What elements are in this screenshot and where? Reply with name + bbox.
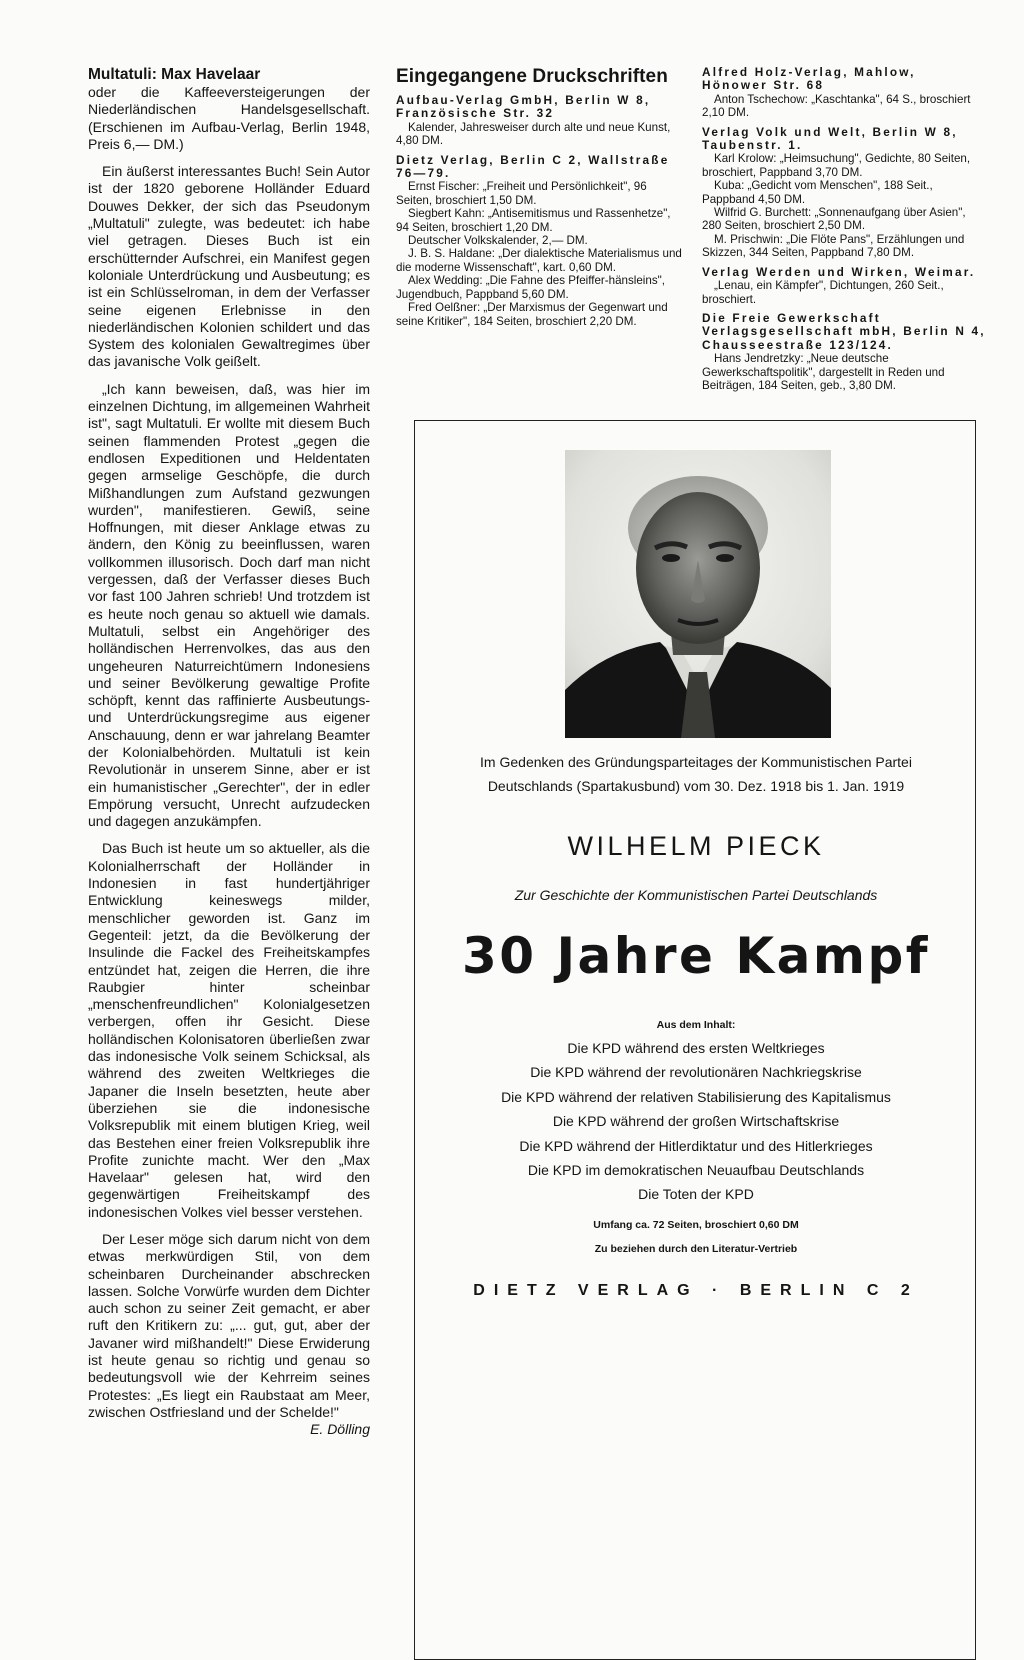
publication-text: Fred Oelßner: „Der Marxismus der Gegenwart und seine Kritiker", 184 Seiten, broschiert 2,20 DM. — [396, 301, 668, 328]
contents-item: Die KPD während der Hitlerdiktatur und des Hitlerkrieges — [519, 1137, 873, 1154]
publisher-name: Dietz Verlag, Berlin C 2, Wallstraße 76—79. — [396, 152, 670, 181]
contents-item: Die Toten der KPD — [638, 1186, 754, 1203]
publication-entry — [396, 180, 684, 207]
dedication-line: Deutschlands (Spartakusbund) vom 30. Dez. 1918 bis 1. Jan. 1919 — [487, 778, 905, 794]
received-publications-column — [396, 66, 684, 328]
publication-entry — [702, 206, 986, 233]
publication-text: Deutscher Volkskalender, 2,— DM. — [408, 234, 588, 248]
contents-item: Die KPD während der großen Wirtschaftskrise — [552, 1113, 840, 1130]
publisher-name: Aufbau-Verlag GmbH, Berlin W 8, Französische Str. 32 — [396, 93, 651, 121]
publication-text: Wilfrid G. Burchett: „Sonnenaufgang über Asien", 280 Seiten, broschiert 2,50 DM. — [702, 206, 966, 233]
portrait-image — [565, 450, 831, 738]
publisher-heading — [396, 94, 684, 121]
publication-entry — [396, 274, 684, 301]
publisher-heading — [702, 266, 986, 279]
book-title: 30 Jahre Kampf — [461, 927, 931, 985]
book-author: WILHELM PIECK — [567, 831, 825, 861]
publication-text: Hans Jendretzky: „Neue deutsche Gewerkschaftspolitik", dargestellt in Reden und Beiträgen, 184 Seiten, geb., 3,80 DM. — [702, 352, 945, 392]
publication-entry — [702, 352, 986, 392]
publication-list — [396, 94, 684, 328]
dedication-line: Im Gedenken des Gründungsparteitages der Kommunistischen Partei — [480, 754, 912, 770]
book-extent-price: Umfang ca. 72 Seiten, broschiert 0,60 DM — [593, 1219, 799, 1231]
publisher-name: Verlag Werden und Wirken, Weimar. — [702, 264, 976, 279]
review-paragraph: Der Leser möge sich darum nicht von dem etwas merkwürdigen Stil, von dem scheinbaren Durcheinander abschrecken lassen. Solche Vorwürfe wurden dem Dichter auch schon zu seiner Zeit gemacht, er aber ruft den Kritikern zu: „... gut, gut, aber der Javaner wird mißhandelt!" Diese Erwiderung ist heute genau so richtig und genau so bedeutungsvoll wie der Kehrreim seines Protestes: „Es liegt ein Raubstaat am Meer, zwischen Ostfriesland und der Schelde!" — [88, 1231, 370, 1420]
review-paragraph: „Ich kann beweisen, daß, was hier im einzelnen Dichtung, im allgemeinen Wahrheit ist", sagt Multatuli. Er wollte mit diesem Buch seinen flammenden Protest „gegen die endlosen Expeditionen und Heldentaten gegen armselige Geschöpfe, die durch Mißhandlungen zum Aufstand gezwungen wurden", manifestieren. Gewiß, seine Hoffnungen, mit dieser Anklage etwas zu ändern, den König zu beeinflussen, waren vollkommen illusorisch. Doch darf man nicht vergessen, daß der Verfasser dieses Buch vor fast 100 Jahren schrieb! Und trotzdem ist es heute noch genau so aktuell wie damals. Multatuli, selbst ein Angehöriger des holländischen Herrenvolkes, das aus den ungeheuren Naturreichtümern Indonesiens und seiner Bevölkerung gewaltige Profite schöpft, kennt das raffinierte Ausbeutungs- und Unterdrückungsregime aus eigener Anschauung, denn er war jahrelang Beamter der Kolonialbehörden. Multatuli ist kein Revolutionär in unserem Sinne, aber er ist ein humanistischer „Gerechter", der in edler Empörung versucht, Unrecht aufzudecken und dagegen anzukämpfen. — [88, 380, 370, 830]
contents-list — [430, 1036, 962, 1207]
publication-text: „Lenau, ein Kämpfer", Dichtungen, 260 Seit., broschiert. — [702, 279, 944, 306]
publication-text: Ernst Fischer: „Freiheit und Persönlichkeit", 96 Seiten, broschiert 1,50 DM. — [396, 180, 647, 207]
publication-entry — [702, 93, 986, 120]
publication-text: Siegbert Kahn: „Antisemitismus und Rassenhetze", 94 Seiten, broschiert 1,20 DM. — [396, 207, 671, 234]
publication-entry — [702, 179, 986, 206]
contents-item: Die KPD während des ersten Weltkrieges — [567, 1040, 825, 1056]
publication-entry — [396, 247, 684, 274]
dedication-text — [430, 750, 962, 798]
publication-list — [702, 66, 986, 392]
contents-item: Die KPD im demokratischen Neuaufbau Deutschlands — [527, 1162, 865, 1179]
publication-text: Kalender, Jahresweiser durch alte und neue Kunst, 4,80 DM. — [396, 120, 671, 148]
publisher-name: Verlag Volk und Welt, Berlin W 8, Taubenstr. 1. — [702, 124, 958, 153]
review-paragraph: Ein äußerst interessantes Buch! Sein Autor ist der 1820 geborene Holländer Eduard Douwes Dekker, der sich das Pseudonym „Multatuli" zulegte, was bedeutet: ich habe viel getragen. Dieses Buch ist ein erschütternder Aufschrei, ein Manifest gegen koloniale Unterdrückung und Ausbeutung; es ist ein Schlüsselroman, in dem der Verfasser seine eigenen Erlebnisse in den niederländischen Kolonien schildert und das System des kolonialen Gewaltregimes über das javanische Volk geißelt. — [88, 163, 370, 370]
contents-label: Aus dem Inhalt: — [656, 1019, 736, 1031]
publication-entry — [702, 152, 986, 179]
publisher-name: Die Freie Gewerkschaft Verlagsgesellschaft mbH, Berlin N 4, Chausseestraße 123/124. — [702, 310, 986, 352]
review-column — [88, 66, 370, 1439]
review-signature: E. Dölling — [310, 1421, 370, 1438]
review-paragraph: oder die Kaffeeversteigerungen der Niederländischen Handelsgesellschaft. (Erschienen im Aufbau-Verlag, Berlin 1948, Preis 6,— DM.) — [88, 84, 370, 152]
publication-text: Karl Krolow: „Heimsuchung", Gedichte, 80 Seiten, broschiert, Pappband 3,70 DM. — [702, 152, 971, 179]
publication-entry — [702, 233, 986, 260]
contents-item: Die KPD während der relativen Stabilisierung des Kapitalismus — [501, 1088, 891, 1105]
publication-entry — [396, 234, 684, 247]
publication-text: Alex Wedding: „Die Fahne des Pfeiffer-hänsleins", Jugendbuch, Pappband 5,60 DM. — [396, 274, 665, 301]
publisher-footer: DIETZ VERLAG · BERLIN C 2 — [473, 1282, 919, 1299]
publisher-heading — [396, 154, 684, 181]
review-paragraph: Das Buch ist heute um so aktueller, als die Kolonialherrschaft der Holländer in Indonesien in fast hundertjähriger Entwicklung keineswegs milder, menschlicher geworden ist. Ganz im Gegenteil: jetzt, da die Bevölkerung der Insulinde die Fackel des Freiheitskampfes entzündet hat, zeigen die Herren, die ihre Raubgier hinter scheinbar „menschenfreundlichen" Kolonialgesetzen verbergen, offen ihr Gesicht. Diese holländischen Kolonisatoren überließen zwar das indonesische Volk seinem Schicksal, als während des zweiten Weltkrieges die Japaner die Inseln besetzten, heute aber überziehen sie die indonesische Volksrepublik mit einem blutigen Krieg, weil das Bestehen einer freien Volksrepublik ihre Profite zunichte macht. Wer den „Max Havelaar" gelesen hat, wird den gegenwärtigen Freiheitskampf des indonesischen Volkes viel besser verstehen. — [88, 840, 370, 1220]
publication-entry — [396, 121, 684, 148]
publisher-heading — [702, 312, 986, 352]
portrait-photo — [565, 450, 831, 738]
publisher-name: Alfred Holz-Verlag, Mahlow, Hönower Str. 68 — [702, 65, 916, 93]
review-title: Multatuli: Max Havelaar — [88, 66, 261, 83]
publication-entry — [396, 207, 684, 234]
publisher-heading — [702, 66, 986, 93]
contents-item: Die KPD während der revolutionären Nachkriegskrise — [530, 1064, 862, 1081]
publication-entry — [396, 301, 684, 328]
received-publications-column-continued — [702, 66, 986, 392]
publication-text: Anton Tschechow: „Kaschtanka", 64 S., broschiert 2,10 DM. — [702, 92, 971, 120]
order-info: Zu beziehen durch den Literatur-Vertrieb — [594, 1243, 798, 1255]
publication-text: J. B. S. Haldane: „Der dialektische Materialismus und die moderne Wissenschaft", kart. 0,60 DM. — [396, 247, 682, 274]
publisher-heading — [702, 126, 986, 153]
received-publications-title: Eingegangene Druckschriften — [396, 66, 668, 87]
publication-entry — [702, 279, 986, 306]
publication-text: M. Prischwin: „Die Flöte Pans", Erzählungen und Skizzen, 344 Seiten, Pappband 7,80 DM. — [702, 232, 965, 260]
publication-text: Kuba: „Gedicht vom Menschen", 188 Seit., Pappband 4,50 DM. — [702, 179, 933, 206]
book-subtitle: Zur Geschichte der Kommunistischen Partei Deutschlands — [514, 887, 878, 903]
